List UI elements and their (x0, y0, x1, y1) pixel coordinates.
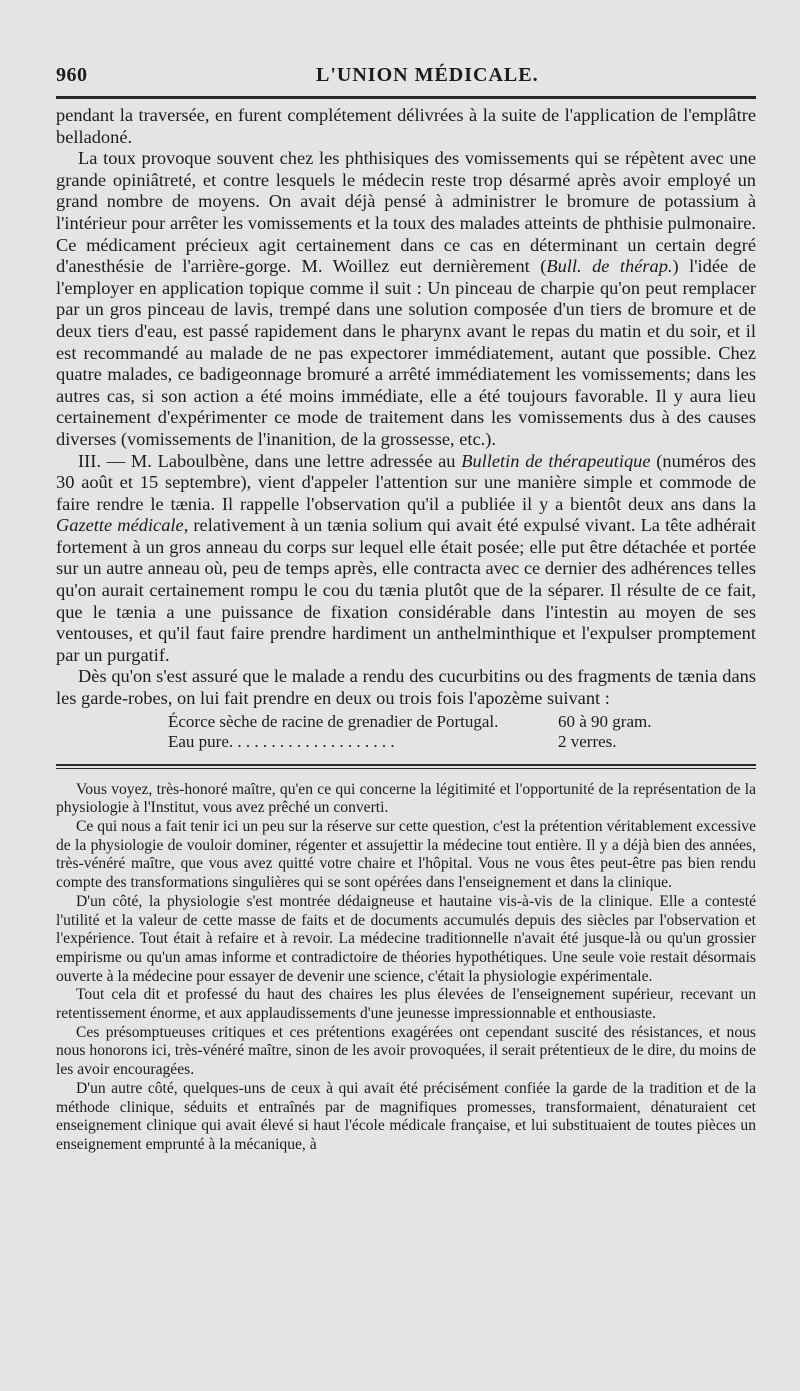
recipe-ingredient: Eau pure. . . . . . . . . . . . . . . . . . . . (168, 731, 395, 751)
page-header (56, 58, 756, 90)
page-number: 960 (56, 64, 88, 86)
running-title: L'UNION MÉDICALE. (316, 64, 539, 86)
recipe-ingredient: Écorce sèche de racine de grenadier de Portugal. (168, 711, 499, 731)
main-article (56, 105, 756, 752)
header-rule (56, 96, 756, 99)
recipe-quantity: 2 verres. (558, 731, 617, 751)
paragraph-taenia: III. — M. Laboulbène, dans une lettre adressée au Bulletin de thérapeutique (numéros des 30 août et 15 septembre), vient d'appeler l'attention sur une manière simple et commode de faire rendre le tænia. Il rappelle l'observation qu'il a publiée il y a bientôt deux ans dans la Gazette médicale, relativement à un tænia solium qui avait été expulsé vivant. La tête adhérait fortement à un gros anneau du corps sur lequel elle était posée; elle put être détachée et portée sur un autre anneau où, peu de temps après, elle contracta avec ce dernier des adhérences telles qu'on aurait certainement rompu le cou du tænia plutôt que de la séparer. Il résulte de ce fait, que le tænia a une puissance de fixation considérable dans l'intestin au moyen de ses ventouses, et qu'il faut faire prendre hardiment un anthelminthique et l'expulser promptement par un purgatif. (56, 450, 757, 665)
feuilleton-separator (56, 764, 756, 769)
recipe-row (56, 732, 756, 752)
paragraph-continuation: pendant la traversée, en furent complétement délivrées à la suite de l'application de l'emplâtre belladoné. (56, 105, 756, 147)
feuilleton-paragraph: Ces présomptueuses critiques et ces prétentions exagérées ont cependant suscité des résistances, et nous nous honorons ici, très-vénéré maître, sinon de les avoir provoquées, il serait prétentieux de le dire, du moins de les avoir encouragées. (56, 1023, 756, 1079)
recipe-list (56, 712, 756, 752)
feuilleton-section (56, 781, 756, 1155)
feuilleton-paragraph: Tout cela dit et professé du haut des chaires les plus élevées de l'enseignement supérieur, recevant un retentissement énorme, et aux applaudissements d'une jeunesse impressionnable et enthousiaste. (56, 986, 756, 1023)
paragraph-bromure: La toux provoque souvent chez les phthisiques des vomissements qui se répètent avec une grande opiniâtreté, et contre lesquels le médecin reste trop désarmé après avoir employé un grand nombre de moyens. On avait déjà pensé à administrer le bromure de potassium à l'intérieur pour arrêter les vomissements et la toux des malades atteints de phthisie pulmonaire. Ce médicament précieux agit certainement dans ce cas en déterminant un certain degré d'anesthésie de l'arrière-gorge. M. Woillez eut dernièrement (Bull. de thérap.) l'idée de l'employer en application topique comme il suit : Un pinceau de charpie qu'on peut remplacer par un gros pinceau de lavis, trempé dans une solution composée d'un tiers de bromure et de deux tiers d'eau, est passé rapidement dans le pharynx avant le repas du matin et du soir, et il est recommandé au malade de ne pas expectorer immédiatement, autant que possible. Chez quatre malades, ce badigeonnage bromuré a arrêté immédiatement les vomissements; dans les autres cas, si son action a été moins immédiate, elle a été toujours favorable. Il y aura lieu certainement d'expérimenter ce mode de traitement dans les vomissements dus à des causes diverses (vomissements de l'inanition, de la grossesse, etc.). (56, 148, 757, 449)
recipe-quantity: 60 à 90 gram. (558, 711, 652, 731)
feuilleton-paragraph: D'un autre côté, quelques-uns de ceux à qui avait été précisément confiée la garde de la tradition et de la méthode clinique, séduits et entraînés par de magnifiques promesses, transformaient, dénaturaient cet enseignement clinique qui avait élevé si haut l'école médicale française, et lui substituaient de toutes pièces un enseignement emprunté à la mécanique, à (56, 1079, 756, 1153)
feuilleton-paragraph: D'un côté, la physiologie s'est montrée dédaigneuse et hautaine vis-à-vis de la clinique. Elle a contesté l'utilité et la valeur de cette masse de faits et de documents accumulés depuis des siècles par l'observation et l'expérience. Tout était à refaire et à revoir. La médecine traditionnelle n'avait été jusque-là ou qu'un grossier empirisme ou qu'un amas informe et contradictoire de théories hypothétiques. Une seule voie restait désormais ouverte à la médecine pour essayer de devenir une science, c'était la physiologie expérimentale. (56, 892, 756, 985)
paragraph-apozeme: Dès qu'on s'est assuré que le malade a rendu des cucurbitins ou des fragments de tænia dans les garde-robes, on lui fait prendre en deux ou trois fois l'apozème suivant : (56, 666, 756, 709)
feuilleton-paragraph: Vous voyez, très-honoré maître, qu'en ce qui concerne la légitimité et l'opportunité de la représentation de la physiologie à l'Institut, vous avez prêché un converti. (56, 780, 756, 817)
feuilleton-paragraph: Ce qui nous a fait tenir ici un peu sur la réserve sur cette question, c'est la prétention véritablement excessive de la physiologie de vouloir dominer, régenter et assujettir la médecine tout entière. Il y a déjà bien des années, très-vénéré maître, que vous avez quitté votre chaire et l'hôpital. Vous ne vous êtes peut-être pas bien rendu compte des transformations singulières qui se sont opérées dans l'enseignement et dans la clinique. (56, 818, 756, 892)
recipe-row (56, 712, 756, 732)
